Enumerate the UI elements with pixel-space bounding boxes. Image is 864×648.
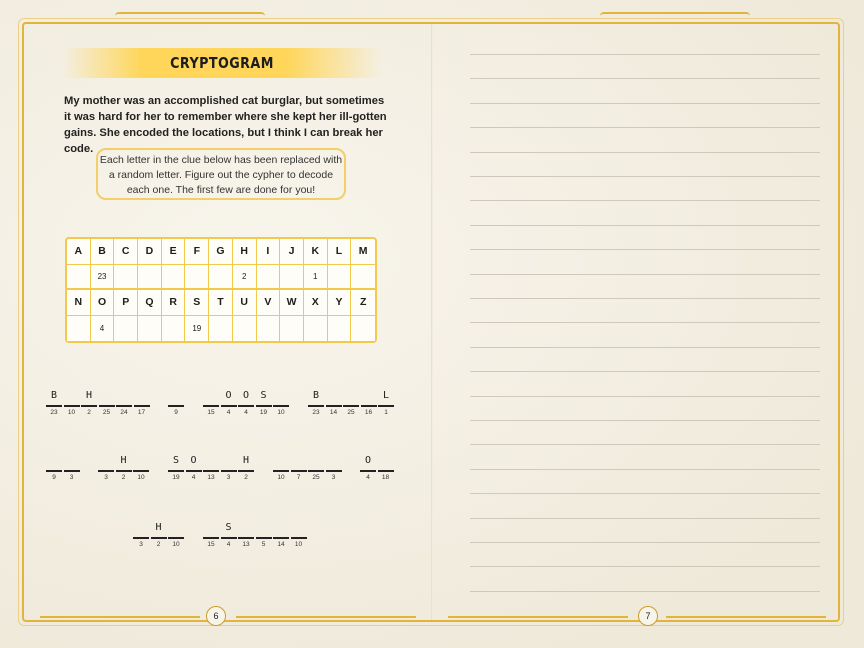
- letter-blank[interactable]: [361, 405, 377, 407]
- code-number: 10: [137, 474, 145, 481]
- code-number: 10: [277, 474, 285, 481]
- code-number: 14: [329, 409, 338, 416]
- letter-blank[interactable]: [168, 537, 184, 539]
- code-number: 15: [207, 541, 215, 548]
- letter-blank[interactable]: [308, 470, 324, 472]
- code-number: 25: [347, 409, 355, 416]
- cipher-letter: V: [257, 290, 281, 316]
- letter-blank[interactable]: [238, 537, 254, 539]
- top-ornament-left: [115, 12, 265, 20]
- cipher-input-cell[interactable]: [209, 265, 233, 291]
- letter-blank[interactable]: [203, 537, 219, 539]
- ruled-line: [470, 566, 820, 567]
- cipher-key-grid: [65, 237, 377, 343]
- code-number: 14: [277, 541, 285, 548]
- solved-letter: S: [260, 390, 267, 401]
- code-number: 9: [52, 474, 56, 481]
- solved-letter: L: [382, 390, 390, 401]
- code-number: 7: [296, 474, 301, 481]
- ruled-line: [470, 518, 820, 519]
- code-number: 4: [366, 474, 370, 481]
- letter-blank[interactable]: [221, 470, 237, 472]
- solved-letter: S: [172, 455, 180, 466]
- cipher-letter: Z: [351, 290, 375, 316]
- page-number-right: 7: [638, 606, 658, 626]
- ruled-line: [470, 420, 820, 421]
- letter-blank[interactable]: [238, 405, 254, 407]
- code-number: 10: [277, 409, 285, 416]
- cipher-input-cell[interactable]: [162, 316, 186, 342]
- letter-blank[interactable]: [81, 405, 97, 407]
- letter-blank[interactable]: [203, 470, 219, 472]
- top-ornament-right: [600, 12, 750, 20]
- code-number: 4: [244, 409, 248, 416]
- cipher-letter: I: [257, 239, 281, 265]
- letter-blank[interactable]: [64, 470, 80, 472]
- ruled-line: [470, 542, 820, 543]
- solved-letter: S: [225, 522, 232, 533]
- ruled-line: [470, 396, 820, 397]
- ruled-line: [470, 444, 820, 445]
- letter-blank[interactable]: [256, 537, 272, 539]
- cipher-input-cell[interactable]: [280, 316, 304, 342]
- cipher-input-cell[interactable]: [328, 265, 352, 291]
- code-number: 2: [156, 541, 161, 548]
- cipher-letter: M: [351, 239, 375, 265]
- cipher-letter: X: [304, 290, 328, 316]
- cipher-input-cell[interactable]: 23: [91, 265, 115, 291]
- letter-blank[interactable]: [273, 470, 289, 472]
- ruled-line: [470, 225, 820, 226]
- cipher-input-cell[interactable]: [257, 265, 281, 291]
- letter-blank[interactable]: [378, 470, 394, 472]
- letter-blank[interactable]: [221, 405, 237, 407]
- footer-rule: [40, 616, 200, 618]
- cipher-letter: S: [185, 290, 209, 316]
- letter-blank[interactable]: [168, 470, 184, 472]
- intro-text: My mother was an accomplished cat burglar, but sometimes it was hard for her to remember where she kept her ill-gotten gains. She encoded the locations, but I think I can break her code.: [64, 95, 387, 155]
- ruled-line: [470, 249, 820, 250]
- ruled-line: [470, 493, 820, 494]
- cipher-input-cell[interactable]: [67, 316, 91, 342]
- cipher-letter: J: [280, 239, 304, 265]
- letter-blank[interactable]: [221, 537, 237, 539]
- code-number: 10: [294, 541, 303, 548]
- gutter: [431, 24, 433, 620]
- cipher-input-cell[interactable]: [280, 265, 304, 291]
- cipher-input-cell[interactable]: 2: [233, 265, 257, 291]
- cipher-letter: L: [328, 239, 352, 265]
- ruled-line: [470, 200, 820, 201]
- cipher-input-cell[interactable]: [162, 265, 186, 291]
- cipher-input-cell[interactable]: [351, 265, 375, 291]
- cipher-letter: K: [304, 239, 328, 265]
- ruled-line: [470, 127, 820, 128]
- code-number: 19: [172, 474, 180, 481]
- code-number: 25: [312, 474, 320, 481]
- solved-letter: H: [120, 455, 127, 466]
- cipher-letter: E: [162, 239, 186, 265]
- code-number: 24: [120, 409, 128, 416]
- code-number: 2: [244, 474, 248, 481]
- footer-rule: [448, 616, 628, 618]
- cipher-letter: T: [209, 290, 233, 316]
- code-number: 19: [259, 409, 268, 416]
- cipher-letter: B: [91, 239, 115, 265]
- cipher-input-cell[interactable]: [138, 265, 162, 291]
- solved-letter: O: [225, 390, 232, 401]
- cipher-letter: D: [138, 239, 162, 265]
- letter-blank[interactable]: [133, 537, 149, 539]
- cipher-letter: H: [233, 239, 257, 265]
- code-number: 15: [207, 409, 215, 416]
- letter-blank[interactable]: [256, 405, 272, 407]
- cipher-input-cell[interactable]: 19: [185, 316, 209, 342]
- code-number: 16: [364, 409, 373, 416]
- ruled-line: [470, 347, 820, 348]
- letter-blank[interactable]: [273, 405, 289, 407]
- solved-letter: O: [190, 455, 197, 466]
- cipher-letter: C: [114, 239, 138, 265]
- code-number: 10: [172, 541, 180, 548]
- code-number: 25: [102, 409, 111, 416]
- ruled-line: [470, 591, 820, 592]
- cipher-letter: P: [114, 290, 138, 316]
- code-number: 2: [121, 474, 126, 481]
- letter-blank[interactable]: [64, 405, 80, 407]
- code-number: 23: [50, 409, 58, 416]
- cipher-letter: F: [185, 239, 209, 265]
- cipher-input-cell[interactable]: 1: [304, 265, 328, 291]
- code-number: 10: [67, 409, 76, 416]
- code-number: 18: [381, 474, 390, 481]
- code-number: 2: [87, 409, 91, 416]
- cipher-input-cell[interactable]: [67, 265, 91, 291]
- solved-letter: B: [50, 390, 58, 401]
- letter-blank[interactable]: [168, 405, 184, 407]
- letter-blank[interactable]: [186, 470, 202, 472]
- code-number: 4: [191, 474, 196, 481]
- letter-blank[interactable]: [326, 470, 342, 472]
- ruled-line: [470, 103, 820, 104]
- cipher-input-cell[interactable]: [114, 316, 138, 342]
- letter-blank[interactable]: [291, 537, 307, 539]
- page-number-left: 6: [206, 606, 226, 626]
- footer-rule: [666, 616, 826, 618]
- page-title: CRYPTOGRAM: [170, 54, 274, 72]
- ruled-line: [470, 274, 820, 275]
- letter-blank[interactable]: [273, 537, 289, 539]
- ruled-line: [470, 322, 820, 323]
- cipher-input-cell[interactable]: [257, 316, 281, 342]
- cipher-input-cell[interactable]: [209, 316, 233, 342]
- cipher-input-cell[interactable]: [351, 316, 375, 342]
- cipher-input-cell[interactable]: 4: [91, 316, 115, 342]
- solved-letter: B: [312, 390, 320, 401]
- cipher-letter: N: [67, 290, 91, 316]
- code-number: 3: [331, 474, 336, 481]
- instructions-text: Each letter in the clue below has been replaced with a random letter. Figure out the cypher to decode each one. The first few are done for you!: [99, 154, 343, 196]
- cipher-letter: U: [233, 290, 257, 316]
- letter-blank[interactable]: [46, 470, 62, 472]
- letter-blank[interactable]: [134, 405, 150, 407]
- cipher-input-cell[interactable]: [328, 316, 352, 342]
- code-number: 3: [69, 474, 74, 481]
- code-number: 1: [384, 409, 388, 416]
- letter-blank[interactable]: [378, 405, 394, 407]
- solved-letter: H: [155, 522, 162, 533]
- solved-letter: H: [242, 455, 250, 466]
- ruled-line: [470, 469, 820, 470]
- code-number: 17: [137, 409, 146, 416]
- letter-blank[interactable]: [46, 405, 62, 407]
- cipher-letter: G: [209, 239, 233, 265]
- cipher-letter: O: [91, 290, 115, 316]
- cipher-input-cell[interactable]: [304, 316, 328, 342]
- cipher-input-cell[interactable]: [185, 265, 209, 291]
- cipher-letter: Q: [138, 290, 162, 316]
- cipher-letter: A: [67, 239, 91, 265]
- letter-blank[interactable]: [116, 405, 132, 407]
- cipher-input-cell[interactable]: [138, 316, 162, 342]
- ruled-line: [470, 54, 820, 55]
- letter-blank[interactable]: [116, 470, 132, 472]
- ruled-line: [470, 298, 820, 299]
- letter-blank[interactable]: [151, 537, 167, 539]
- ruled-line: [470, 176, 820, 177]
- code-number: 3: [226, 474, 231, 481]
- letter-blank[interactable]: [98, 470, 114, 472]
- letter-blank[interactable]: [238, 470, 254, 472]
- code-number: 23: [312, 409, 320, 416]
- title-banner: [62, 48, 382, 78]
- code-number: 5: [261, 541, 266, 548]
- cipher-input-cell[interactable]: [114, 265, 138, 291]
- cipher-letter: W: [280, 290, 304, 316]
- cipher-input-cell[interactable]: [233, 316, 257, 342]
- letter-blank[interactable]: [203, 405, 219, 407]
- solved-letter: O: [242, 390, 250, 401]
- code-number: 13: [242, 541, 250, 548]
- code-number: 3: [139, 541, 143, 548]
- letter-blank[interactable]: [343, 405, 359, 407]
- footer-rule: [236, 616, 416, 618]
- solved-letter: O: [364, 455, 372, 466]
- cipher-letter: Y: [328, 290, 352, 316]
- letter-blank[interactable]: [326, 405, 342, 407]
- instructions-box: [96, 148, 346, 200]
- code-number: 3: [104, 474, 108, 481]
- letter-blank[interactable]: [133, 470, 149, 472]
- code-number: 4: [226, 409, 231, 416]
- ruled-line: [470, 78, 820, 79]
- solved-letter: H: [85, 390, 93, 401]
- code-number: 13: [207, 474, 215, 481]
- letter-blank[interactable]: [360, 470, 376, 472]
- ruled-line: [470, 371, 820, 372]
- ruled-line: [470, 152, 820, 153]
- letter-blank[interactable]: [308, 405, 324, 407]
- letter-blank[interactable]: [99, 405, 115, 407]
- cipher-letter: R: [162, 290, 186, 316]
- code-number: 9: [174, 409, 178, 416]
- code-number: 4: [226, 541, 231, 548]
- letter-blank[interactable]: [291, 470, 307, 472]
